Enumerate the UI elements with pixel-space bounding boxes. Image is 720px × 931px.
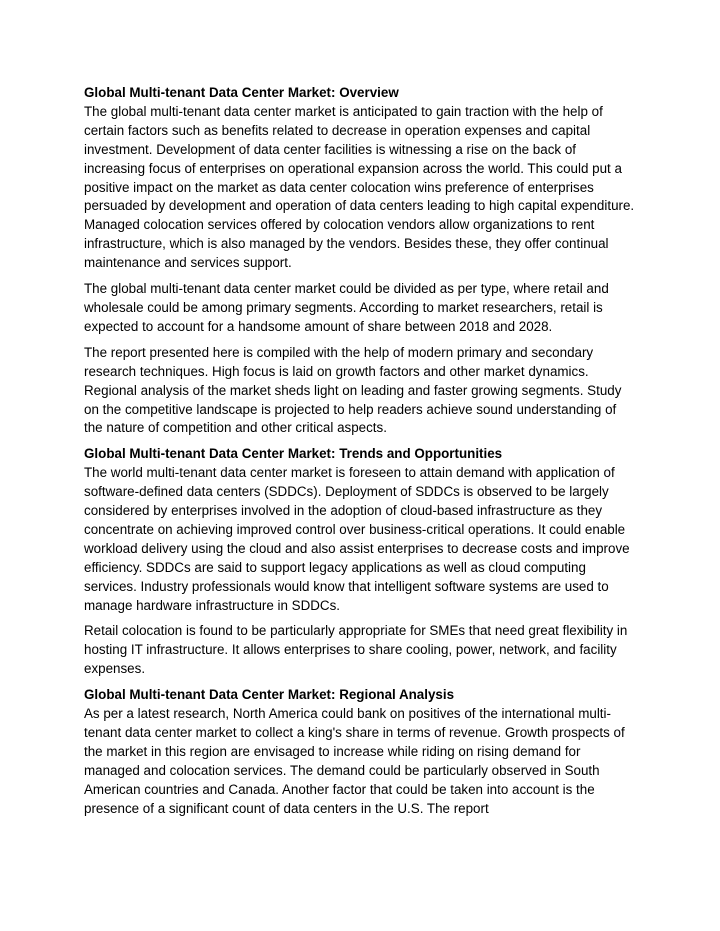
trends-paragraph-2: Retail colocation is found to be particularly appropriate for SMEs that need great flexibility in hosting IT infrastructure. It allows enterprises to share cooling, power, network, and facility expenses. xyxy=(84,623,628,677)
trends-heading: Global Multi-tenant Data Center Market: Trends and Opportunities xyxy=(84,446,503,462)
trends-paragraph-1: The world multi-tenant data center market is foreseen to attain demand with application of software-defined data centers (SDDCs). Deployment of SDDCs is observed to be largely considered by enterprises involved in the adoption of cloud-based infrastructure as they concentrate on achieving improved control over business-critical operations. It could enable workload delivery using the cloud and also assist enterprises to decrease costs and improve efficiency. SDDCs are said to support legacy applications as well as cloud computing services. Industry professionals would know that intelligent software systems are used to manage hardware infrastructure in SDDCs. xyxy=(84,465,630,613)
regional-paragraph-1: As per a latest research, North America could bank on positives of the international multi-tenant data center market to collect a king's share in terms of revenue. Growth prospects of the market in this region are envisaged to increase while riding on rising demand for managed and colocation services. The demand could be particularly observed in South American countries and Canada. Another factor that could be taken into account is the presence of a significant count of data centers in the U.S. The report xyxy=(84,706,625,816)
regional-heading: Global Multi-tenant Data Center Market: Regional Analysis xyxy=(84,687,455,703)
trends-section xyxy=(84,445,636,679)
overview-heading: Global Multi-tenant Data Center Market: Overview xyxy=(84,85,399,100)
overview-paragraph-2: The global multi-tenant data center market could be divided as per type, where retail and wholesale could be among primary segments. According to market researchers, retail is expected to account for a handsome amount of share between 2018 and 2028. xyxy=(84,281,609,334)
document-page xyxy=(84,84,636,819)
overview-section xyxy=(84,84,636,438)
regional-section xyxy=(84,686,636,818)
overview-paragraph-3: The report presented here is compiled with the help of modern primary and secondary research techniques. High focus is laid on growth factors and other market dynamics. Regional analysis of the market sheds light on leading and faster growing segments. Study on the competitive landscape is projected to help readers achieve sound understanding of the nature of competition and other critical aspects. xyxy=(84,344,622,436)
overview-paragraph-1: The global multi-tenant data center market is anticipated to gain traction with the help of certain factors such as benefits related to decrease in operation expenses and capital investment. Development of data center facilities is witnessing a rise on the back of increasing focus of enterprises on operational expansion across the world. This could put a positive impact on the market as data center colocation wins preference of enterprises persuaded by development and operation of data centers leading to high capital expenditure. Managed colocation services offered by colocation vendors allow organizations to rent infrastructure, which is also managed by the vendors. Besides these, they offer continual maintenance and services support. xyxy=(84,103,635,271)
